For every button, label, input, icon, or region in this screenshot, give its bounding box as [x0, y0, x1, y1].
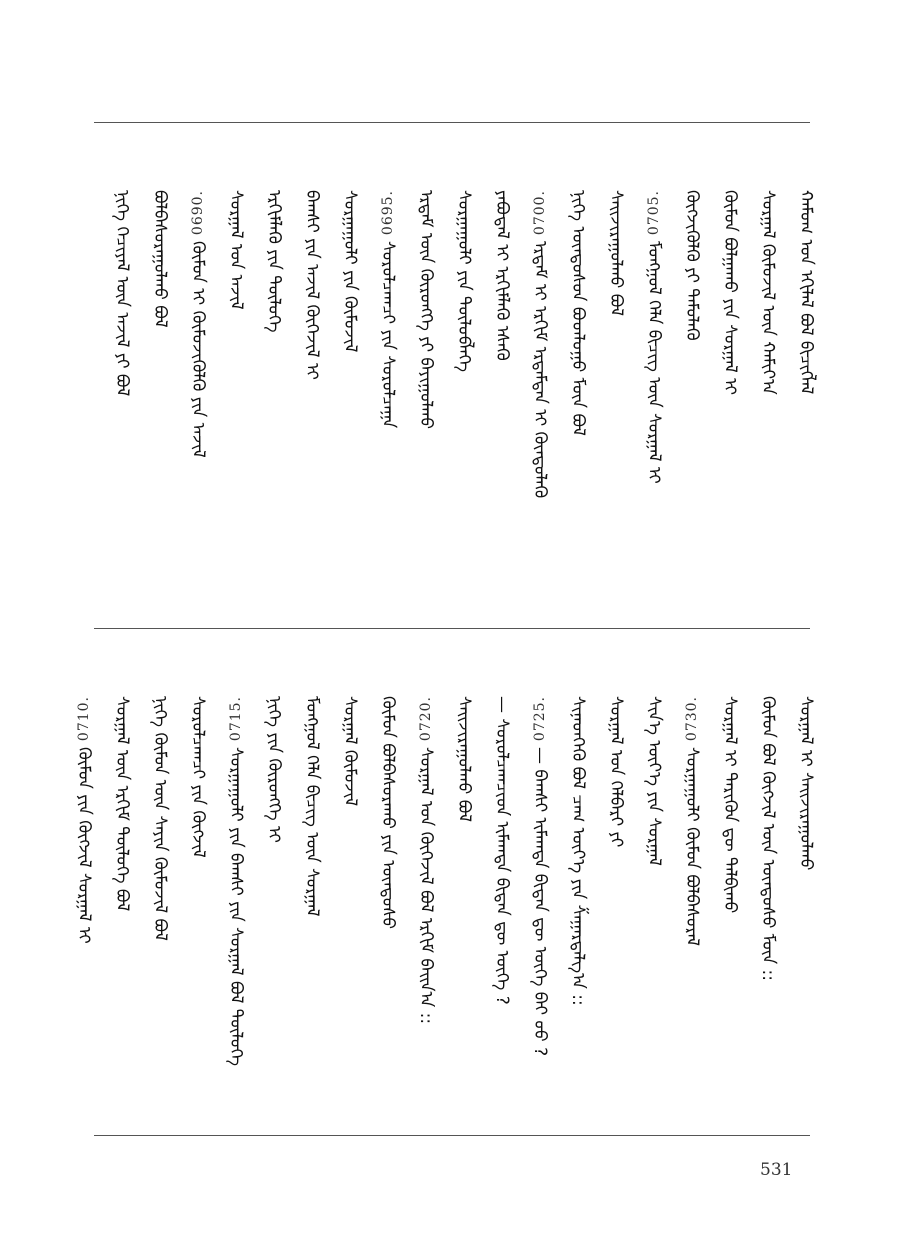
verse-line — [413, 696, 439, 1024]
verse-line — [793, 190, 819, 394]
verse-line — [337, 190, 363, 352]
verse-line — [603, 696, 629, 847]
verse-text: ᠰᠤᠷᠤᠯᠴᠠᠭᠴᠢ ᠶᠢᠨ ᠰᠤᠷᠤᠯᠴᠠᠭᠠ — [378, 241, 398, 429]
verse-line — [185, 696, 211, 858]
line-number: 0700. — [532, 190, 548, 236]
verse-text: ᠨᠢᠭᠡ ᠶᠢᠨ ᠬᠥᠷᠥᠩᠭᠡ ᠢ — [264, 696, 284, 843]
verse-line — [337, 696, 363, 806]
verse-text: ᠰᠤᠷᠭᠠᠯ ᠬᠦᠮᠦᠵᠢᠯ ᠦᠨ ᠬᠠᠮᠢᠶ᠎ᠠ — [758, 190, 778, 395]
verse-line — [223, 696, 249, 1066]
verse-line — [641, 190, 667, 484]
verse-text: — ᠰᠤᠷᠤᠯᠴᠠᠭᠴᠢᠳ ᠢᠮᠠᠭᠲᠠ ᠪᠢᠳᠡᠨ ᠳᠦ ᠦᠭᠡ ? — [492, 696, 512, 1005]
verse-text: ᠰᠤᠷᠭᠠᠯ ᠤᠨ ᠬᠥᠬᠡᠵᠢᠯ ᠪᠣᠯ ᠡᠷᠬᠢᠮ ᠪᠠᠢᠨ᠎ᠠ :: — [416, 747, 436, 1025]
verse-line — [147, 190, 173, 328]
verse-text: ᠪᠣᠯᠪᠠᠰᠤᠷᠠᠭᠤᠯᠬᠤ ᠪᠣᠯ — [150, 190, 170, 328]
verse-text: ᠰᠤᠷᠭᠠᠭᠤᠯᠢ ᠶᠢᠨ ᠬᠦᠮᠦᠵᠢᠯ — [340, 190, 360, 353]
verse-text: ᠡᠷᠳᠡᠮ ᠦᠨ ᠬᠥᠷᠥᠩᠭᠡ ᠶᠢ ᠪᠠᠶᠢᠭᠤᠯᠬᠤ — [416, 190, 436, 429]
verse-text: ᠬᠠᠮᠤᠭ ᠤᠨ ᠡᠬᠢᠯᠡᠯ ᠪᠣᠯ ᠪᠢᠴᠢᠭᠯᠡᠯ — [796, 190, 816, 395]
verse-line — [261, 190, 287, 333]
line-number: 0705. — [646, 190, 662, 236]
verse-line — [299, 190, 325, 380]
verse-line — [489, 190, 515, 361]
verse-line — [679, 190, 705, 341]
line-number: 0710. — [76, 696, 92, 742]
verse-line — [527, 696, 553, 1056]
verse-line — [565, 190, 591, 436]
verse-text: ᠰᠤᠷᠭᠠᠭᠤᠯᠢ ᠬᠦᠮᠦᠨ ᠪᠣᠯᠪᠠᠰᠤᠷᠠᠯ — [682, 747, 702, 947]
verse-text: ᠬᠦᠮᠦᠨ ᠪᠣᠯᠪᠠᠰᠤᠷᠠᠬᠤ ᠶᠢᠨ ᠦᠨᠳᠦᠰᠦ — [378, 696, 398, 930]
verse-line — [185, 190, 211, 458]
verse-line — [223, 190, 249, 310]
verse-line — [793, 696, 819, 870]
verse-text: ᠰᠤᠷᠭᠠᠭᠤᠯᠢ ᠶᠢᠨ ᠲᠥᠯᠥᠪᠯᠡᠭᠡ — [454, 190, 474, 373]
verse-line — [451, 190, 477, 372]
verse-text: ᠮᠣᠩᠭᠣᠯ ᠬᠡᠯᠡ ᠪᠢᠴᠢᠭ ᠦᠨ ᠰᠤᠷᠭᠠᠯ — [302, 696, 322, 917]
verse-line — [375, 696, 401, 929]
verse-line — [109, 190, 135, 396]
verse-text: ᠬᠥᠭᠵᠢᠭᠦᠯᠬᠦ ᠶᠢ ᠲᠡᠮᠦᠯᠡᠬᠦ — [682, 190, 702, 341]
verse-text: ᠰᠢᠨ᠎ᠡ ᠦᠶ᠎ᠡ ᠶᠢᠨ ᠰᠤᠷᠭᠠᠯ — [644, 696, 664, 866]
verse-text: ᠰᠤᠷᠭᠠᠯ ᠢ ᠲᠡᠷᠢᠭᠦᠨ ᠳᠦ ᠲᠠᠯᠪᠢᠬᠤ — [720, 696, 740, 914]
verse-line — [375, 190, 401, 428]
verse-text: ᠨᠢᠭᠡ ᠦᠨᠳᠦᠰᠦᠨ ᠪᠣᠳᠯᠣᠭᠣ ᠮᠥᠨ ᠪᠣᠯ — [568, 190, 588, 436]
verse-line — [527, 190, 553, 498]
verse-text: ᠮᠣᠩᠭᠣᠯ ᠬᠡᠯᠡ ᠪᠢᠴᠢᠭ ᠦᠨ ᠰᠤᠷᠭᠠᠯ ᠢ — [644, 241, 664, 484]
verse-text: ᠬᠦᠮᠦᠨ ᠪᠣᠯᠭᠠᠬᠤ ᠶᠢᠨ ᠰᠤᠷᠭᠠᠯ ᠢ — [720, 190, 740, 395]
verse-line — [641, 696, 667, 866]
verse-text: ᠬᠦᠮᠦᠨ ᠪᠣᠯ ᠬᠥᠭᠵᠢᠯ ᠦᠨ ᠦᠨᠳᠦᠰᠦ ᠮᠥᠨ :: — [758, 696, 778, 981]
verse-line — [413, 190, 439, 429]
verse-text: ᠪᠠᠭᠰᠢ ᠶᠢᠨ ᠠᠵᠢᠯ ᠬᠥᠬᠡᠵᠢᠯ ᠢ — [302, 190, 322, 380]
verse-text: — ᠪᠠᠭᠰᠢ ᠢᠮᠠᠭᠲᠠ ᠪᠢᠳᠡᠨ ᠳᠦ ᠦᠭᠡ ᠪᠠᠢ ᠦᠦ ? — [530, 747, 550, 1057]
line-number: 0725. — [532, 696, 548, 742]
verse-text: ᠨᠢᠭᠡ ᠬᠡᠴᠢᠶᠡᠯ ᠦᠨ ᠠᠵᠢᠯ ᠶᠢ ᠪᠣᠯ — [112, 190, 132, 397]
middle-rule — [94, 628, 810, 629]
verse-text: ᠰᠤᠷᠭᠠᠯ ᠤᠨ ᠠᠵᠢᠯ — [226, 190, 246, 310]
verse-line — [755, 190, 781, 395]
top-text-block — [97, 190, 819, 498]
verse-text: ᠰᠢᠨᠡᠳᠬᠡᠬᠦ ᠪᠣᠯ ᠴᠠᠭ ᠦᠶ᠎ᠡ ᠶᠢᠨ ᠱᠠᠭᠠᠷᠳᠠᠯᠭ᠎ᠠ :: — [568, 696, 588, 1006]
bottom-rule — [94, 1135, 810, 1136]
verse-line — [565, 696, 591, 1006]
verse-line — [147, 696, 173, 941]
verse-line — [109, 696, 135, 911]
verse-text: ᠨᠢᠭᠡ ᠬᠦᠮᠦᠨ ᠦᠨ ᠰᠠᠶᠢᠨ ᠬᠦᠮᠦᠵᠢᠯ ᠪᠣᠯ — [150, 696, 170, 941]
verse-line — [717, 696, 743, 913]
verse-text: ᠰᠤᠷᠭᠠᠯ ᠢ ᠰᠠᠢᠵᠢᠷᠠᠭᠤᠯᠬᠤ — [796, 696, 816, 871]
verse-line — [71, 696, 97, 944]
verse-line — [261, 696, 287, 843]
verse-text: ᠡᠷᠬᠢᠮᠯᠡᠬᠦ ᠶᠢᠨ ᠲᠥᠯᠥᠭᠡ — [264, 190, 284, 333]
verse-text: ᠰᠤᠷᠭᠠᠯ ᠬᠦᠮᠦᠵᠢᠯ — [340, 696, 360, 807]
verse-line — [717, 190, 743, 395]
bottom-text-block — [59, 696, 819, 1066]
verse-text: ᠬᠦᠮᠦᠨ ᠶᠢᠨ ᠬᠥᠭᠵᠢᠯ ᠰᠤᠷᠭᠠᠯ ᠢ — [74, 747, 94, 944]
line-number: 0715. — [228, 696, 244, 742]
verse-line — [679, 696, 705, 946]
verse-line — [755, 696, 781, 981]
top-rule — [94, 122, 810, 123]
verse-line — [489, 696, 515, 1005]
verse-text: ᠡᠷᠳᠡᠮ ᠢ ᠡᠷᠬᠢᠮ ᠡᠷᠳᠡᠮᠲᠡᠨ ᠢ ᠬᠦᠨᠳᠦᠯᠡᠬᠦ — [530, 241, 550, 499]
verse-text: ᠰᠤᠷᠭᠠᠯ ᠦᠨ ᠡᠷᠬᠢᠮ ᠲᠥᠯᠥᠭᠡ ᠪᠣᠯ — [112, 696, 132, 912]
verse-text: ᠶᠠᠪᠤᠳᠠᠯ ᠢ ᠡᠷᠬᠢᠮᠯᠡᠬᠦ ᠡᠰᠡᠬᠦ — [492, 190, 512, 361]
line-number: 0720. — [418, 696, 434, 742]
line-number: 0695. — [380, 190, 396, 236]
verse-text: ᠰᠤᠷᠤᠯᠴᠠᠭᠴᠢ ᠶᠢᠨ ᠬᠥᠭᠵᠢᠯ — [188, 696, 208, 858]
page-number: 531 — [760, 1160, 793, 1180]
verse-line — [451, 696, 477, 822]
line-number: 0690. — [190, 190, 206, 236]
verse-text: ᠰᠠᠢᠵᠢᠷᠠᠭᠤᠯᠬᠤ ᠪᠣᠯ — [454, 696, 474, 823]
verse-text: ᠬᠦᠮᠦᠨ ᠢ ᠬᠦᠮᠦᠵᠢᠭᠦᠯᠬᠦ ᠶᠢᠨ ᠠᠵᠢᠯ — [188, 241, 208, 458]
verse-text: ᠰᠤᠷᠭᠠᠯ ᠤᠨ ᠬᠡᠯᠪᠡᠷᠢ ᠶᠢ — [606, 696, 626, 848]
verse-line — [299, 696, 325, 917]
verse-text: ᠰᠠᠢᠵᠢᠷᠠᠭᠤᠯᠬᠤ ᠪᠣᠯ — [606, 190, 626, 317]
verse-line — [603, 190, 629, 316]
verse-text: ᠰᠤᠷᠭᠠᠭᠤᠯᠢ ᠶᠢᠨ ᠪᠠᠭᠰᠢ ᠶᠢᠨ ᠰᠤᠷᠭᠠᠯ ᠪᠣᠯ ᠲᠥᠯᠥᠭᠡ — [226, 747, 246, 1067]
line-number: 0730. — [684, 696, 700, 742]
